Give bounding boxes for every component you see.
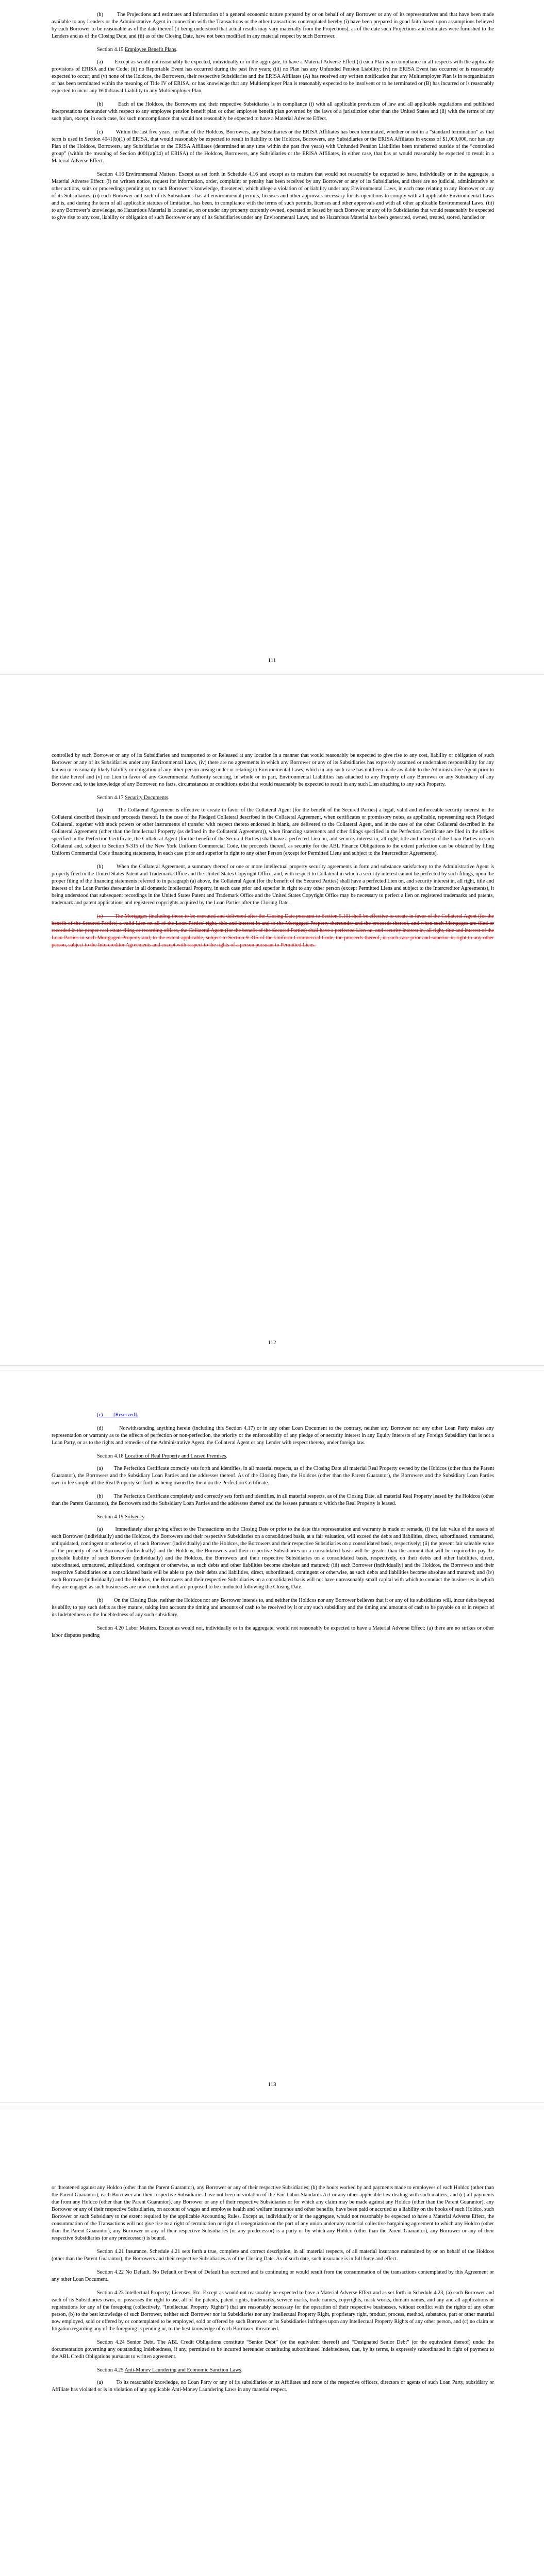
document-page [0, 2107, 544, 2576]
section-punct: . [176, 47, 178, 53]
body-paragraph: Section 4.16 Environmental Matters. Except as set forth in Schedule 4.16 and except as to matters that would not reasonably be expected to have, individually or in the aggregate, a Material Adverse Effect: (i) no written notice, request for information, order, complaint or penalty has been received by any Borrower or any of its Subsidiaries, and there are no judicial, administrative or other actions, suits or proceedings pending or, to such Borrower’s knowledge, threatened, which allege a violation of or liability under any Environmental Laws, in each case relating to any Borrower or any of its Subsidiaries, (ii) each Borrower and each of its Subsidiaries has all environmental permits, licenses and other approvals necessary for its operations to comply with all applicable Environmental Laws and is, and during the term of all applicable statutes of limitation, has been, in compliance with the terms of such permits, licenses and other approvals and with all other applicable Environmental Laws, (iii) to any Borrower’s knowledge, no Hazardous Material is located at, on or under any property currently owned, operated or leased by such Borrower or any of its Subsidiaries that would reasonably be expected to give rise to any cost, liability or obligation of such Borrower or any of its Subsidiaries under any Environmental Laws, and no Hazardous Material has been generated, owned, treated, stored, handled or [52, 172, 494, 221]
body-paragraph: (a) The Collateral Agreement is effective to create in favor of the Collateral Agent (for the benefit of the Secured Parties) a legal, valid and enforceable security interest in the Collateral described therein and proceeds thereof. In the case of the Pledged Collateral described in the Collateral Agreement, when certificates or promissory notes, as applicable, representing such Pledged Collateral, together with stock powers or other instruments of transfer with respect thereto endorsed in blank, are delivered to the Collateral Agent, and in the case of the other Collateral described in the Collateral Agreement (other than the Intellectual Property (as defined in the Collateral Agreement)), when financing statements and other filings specified in the Perfection Certificate are filed in the offices specified in the Perfection Certificate, the Collateral Agent (for the benefit of the Secured Parties) shall have a perfected Lien on, and security interest in, all right, title and interest of the Loan Parties in such Collateral and, subject to Section 9-315 of the New York Uniform Commercial Code, the proceeds thereof, as security for the ABL Finance Obligations to the extent perfection can be obtained by filing Uniform Commercial Code financing statements, in each case prior and superior in right to any other Person (except for Permitted Liens and subject to the Intercreditor Agreements). [52, 807, 494, 856]
page-body [52, 2184, 494, 2400]
deleted-paragraph: (c) The Mortgages (including those to be executed and delivered after the Closing Date pursuant to Section 5.10) shall be effective to create in favor of the Collateral Agent (for the benefit of the Secured Parties) a valid Lien on all of the Loan Parties’ right, title and interest in and to the Mortgaged Property thereunder and the proceeds thereof, and when such Mortgages are filed or recorded in the proper real estate filing or recording offices, the Collateral Agent (for the benefit of the Secured Parties) shall have a perfected Lien on, and security interest in, all right, title and interest of the Loan Parties in such Mortgaged Property and, to the extent applicable, subject to Section 9-315 of the Uniform Commercial Code, the proceeds thereof, in each case prior and superior in right to any other person, subject to the Intercreditor Agreements and except with respect to the rights of a person pursuant to Permitted Liens. [52, 913, 494, 948]
section-number: Section 4.17 [97, 795, 125, 801]
body-paragraph: Section 4.22 No Default. No Default or Event of Default has occurred and is continuing or would result from the consummation of the transactions contemplated by this Agreement or any other Loan Document. [52, 2269, 494, 2282]
page-number: 113 [268, 2081, 276, 2088]
section-punct: . [241, 2367, 243, 2373]
body-paragraph: (c) Within the last five years, no Plan of the Holdcos, Borrowers, any Subsidiaries or the ERISA Affiliates has been terminated, whether or not in a “standard termination” as that term is used in Section 4041(b)(1) of ERISA, that would reasonably be expected to result in liability to the Holdcos, Borrowers, any Subsidiaries or the ERISA Affiliates in excess of $1,000,000, nor has any Plan of the Holdcos, Borrowers, any Subsidiaries or the ERISA Affiliates (determined at any time within the past five years) with Unfunded Pension Liabilities been transferred outside of the “controlled group” (within the meaning of Section 4001(a)(14) of ERISA) of the Holdcos, Borrowers, any Subsidiaries or the ERISA Affiliates, in either case, that has or would reasonably be expected to result in a Material Adverse Effect. [52, 129, 494, 164]
section-heading [52, 2367, 494, 2374]
body-paragraph: (b) The Perfection Certificate completely and correctly sets forth and identifies, in all material respects, as of the Closing Date, all material Real Property leased by the Holdcos (other than the Parent Guarantor), the Borrowers and the Subsidiary Loan Parties and the addresses thereof and the lessees pursuant to which the Real Property is leased. [52, 1494, 494, 1506]
section-heading [52, 1514, 494, 1521]
document-page [0, 675, 544, 1365]
page-body [52, 11, 494, 228]
inserted-paragraph: (c) [Reserved]. [97, 1412, 138, 1418]
body-paragraph: (a) Immediately after giving effect to the Transactions on the Closing Date or prior to the date this representation and warranty is made or remade, (i) the fair value of the assets of each Borrower (individually) and the Holdcos, the Borrowers and their respective Subsidiaries on a consolidated basis, at a fair valuation, will exceed the debts and liabilities, direct, subordinated, unmatured, unliquidated, contingent or otherwise, of such Borrower (individually) and the Holdcos, the Borrowers and their respective Subsidiaries on a consolidated basis, respectively; (ii) the present fair saleable value of the property of each Borrower (individually) and the Holdcos, the Borrowers and their respective Subsidiaries on a consolidated basis will be greater than the amount that will be required to pay the probable liability of such Borrower (individually) and the Holdcos, the Borrowers and their respective Subsidiaries on a consolidated basis, respectively, on their debts and other liabilities, direct, subordinated, unmatured, unliquidated, contingent or otherwise, as such debts and other liabilities become absolute and matured; (iii) each Borrower (individually) and the Holdcos, the Borrowers and their respective Subsidiaries on a consolidated basis will be able to pay their debts and liabilities, direct, subordinated, contingent or otherwise, as such debts and liabilities become absolute and matured; and (iv) each Borrower (individually) and the Holdcos, the Borrowers and their respective Subsidiaries on a consolidated basis will not have unreasonably small capital with which to conduct the businesses in which they are engaged as such businesses are now conducted and are proposed to be conducted following the Closing Date. [52, 1527, 494, 1590]
page-body [52, 752, 494, 955]
section-title: Location of Real Property and Leased Premises [125, 1453, 226, 1459]
document-page [0, 0, 544, 670]
body-paragraph: Section 4.24 Senior Debt. The ABL Credit Obligations constitute “Senior Debt” (or the equivalent thereof) and “Designated Senior Debt” (or the equivalent thereof) under the documentation governing any outstanding Indebtedness, if any, permitted to be incurred hereunder constituting subordinated Indebtedness, that, by its terms, is expressly subordinated in right of payment to the ABL Credit Obligations pursuant to written agreement. [52, 2340, 494, 2360]
body-paragraph: (d) Notwithstanding anything herein (including this Section 4.17) or in any other Loan Document to the contrary, neither any Borrower nor any other Loan Party makes any representation or warranty as to the effects of perfection or non-perfection, the priority or the enforceability of any pledge of or security interest in any Equity Interests of any Foreign Subsidiary that is not a Loan Party, or as to the rights and remedies of the Administrative Agent, the Collateral Agent or any Lender with respect thereto, under foreign law. [52, 1426, 494, 1446]
body-paragraph: (b) Each of the Holdcos, the Borrowers and their respective Subsidiaries is in compliance (i) with all applicable provisions of law and all applicable regulations and published interpretations thereunder with respect to any employee pension benefit plan or other employee benefit plan governed by the laws of a jurisdiction other than the United States and (ii) with the terms of any such plan, except, in each case, for such noncompliance that would not reasonably be expected to have a Material Adverse Effect. [52, 101, 494, 122]
section-number: Section 4.25 [97, 2367, 125, 2373]
body-paragraph: (b) When the Collateral Agreement, a summary thereof or one or more intellectual property security agreements in form and substance satisfactory to the Administrative Agent is properly filed in the United States Patent and Trademark Office and the United States Copyright Office, and, with respect to Collateral in which a security interest cannot be perfected by such filings, upon the proper filing of the financing statements referred to in paragraph (a) above, the Collateral Agent (for the benefit of the Secured Parties) shall have a perfected Lien on, and security interest in, all right, title and interest of the Loan Parties thereunder in all domestic Intellectual Property, in each case prior and superior in right to any other person (except Permitted Liens and subject to the Intercreditor Agreements), it being understood that subsequent recordings in the United States Patent and Trademark Office and the United States Copyright Office may be necessary to perfect a lien on registered trademarks and patents, trademark and patent applications and registered copyrights acquired by the Loan Parties after the Closing Date. [52, 864, 494, 906]
section-heading [52, 794, 494, 802]
section-title: Solvency [125, 1514, 144, 1520]
body-paragraph: (a) To its reasonable knowledge, no Loan Party or any of its subsidiaries or its Affiliates and none of the respective officers, directors or agents of such Loan Party, subsidiary or Affiliate has violated or is in violation of any applicable Anti-Money Laundering Laws in any material respect. [52, 2380, 494, 2393]
continued-paragraph: or threatened against any Holdco (other than the Parent Guarantor), any Borrower or any of their respective Subsidiaries; (b) the hours worked by and payments made to employees of each Holdco (other than the Parent Guarantor), each Borrower and their respective Subsidiaries have not been in violation of the Fair Labor Standards Act or any other applicable law dealing with such matters; and (c) all payments due from any Holdco (other than the Parent Guarantor), any Borrower or any of their respective Subsidiaries or for which any claim may be made against any Holdco (other than the Parent Guarantor), any Borrower or any of their respective Subsidiaries, on account of wages and employee health and welfare insurance and other benefits, have been paid or accrued as a liability on the books of such Holdco, such Borrower or such Subsidiary to the extent required by the applicable Accounting Rules. Except as, individually or in the aggregate, would not reasonably be expected to have a Material Adverse Effect, the consummation of the Transactions will not give rise to a right of termination or right of renegotiation on the part of any union under any material collective bargaining agreement to which any Holdco (other than the Parent Guarantor), any Borrower or any of their respective Subsidiaries (or any predecessor) is a party or by which any Holdco (other than the Parent Guarantor), any Borrower or any of their respective Subsidiaries (or any predecessor) is bound. [52, 2185, 494, 2241]
section-number: Section 4.19 [97, 1514, 125, 1520]
body-paragraph: Section 4.23 Intellectual Property; Licenses, Etc. Except as would not reasonably be expected to have a Material Adverse Effect and as set forth in Schedule 4.23, (a) each Borrower and each of its Subsidiaries owns, or possesses the right to use, all of the patents, patent rights, trademarks, service marks, trade names, copyrights, mask works, domain names, and any and all applications or registrations for any of the foregoing (collectively, “Intellectual Property Rights”) that are reasonably necessary for the operation of their respective businesses, without conflict with the rights of any other person, (b) to the best knowledge of such Borrower, neither such Borrower nor its Subsidiaries nor any Intellectual Property Right, proprietary right, product, process, method, substance, part or other material now employed, sold or offered by or contemplated to be employed, sold or offered by such Borrower or its Subsidiaries infringes upon any Intellectual Property Rights of any other person, and (c) no claim or litigation regarding any of the foregoing is pending or, to the best knowledge of each Borrower, threatened. [52, 2290, 494, 2332]
section-title: Security Documents [125, 795, 168, 801]
page-separator [0, 2102, 544, 2107]
section-number: Section 4.15 [97, 47, 125, 53]
body-paragraph: Section 4.21 Insurance. Schedule 4.21 sets forth a true, complete and correct description, in all material respects, of all material insurance maintained by or on behalf of the Holdcos (other than the Parent Guarantor), the Borrowers and their respective Subsidiaries as of the Closing Date. As of such date, such insurance is in full force and effect. [52, 2249, 494, 2262]
body-paragraph: (b) On the Closing Date, neither the Holdcos nor any Borrower intends to, and neither the Holdcos nor any Borrower believes that it or any of its subsidiaries will, incur debts beyond its ability to pay such debts as they mature, taking into account the timing and amounts of cash to be received by it or any such subsidiary and the timing and amounts of cash to be payable on or in respect of its Indebtedness or the Indebtedness of any such subsidiary. [52, 1598, 494, 1618]
section-punct: . [168, 795, 170, 801]
section-number: Section 4.18 [97, 1453, 125, 1459]
section-heading [52, 1453, 494, 1460]
section-punct: . [226, 1453, 227, 1459]
page-number: 112 [268, 1340, 276, 1346]
page-number: 111 [268, 657, 276, 664]
page-separator [0, 670, 544, 675]
section-punct: . [144, 1514, 146, 1520]
section-title: Employee Benefit Plans [125, 47, 176, 53]
body-paragraph: (a) The Perfection Certificate correctly sets forth and identifies, in all material respects, as of the Closing Date all material Real Property owned by the Holdcos (other than the Parent Guarantor), the Borrowers and the Subsidiary Loan Parties and the addresses thereof. As of the Closing Date, the Holdcos (other than the Parent Guarantor), the Borrowers and the Subsidiary Loan Parties own in fee simple all the Real Property set forth as being owned by them on the Perfection Certificate. [52, 1466, 494, 1486]
body-paragraph: Section 4.20 Labor Matters. Except as would not, individually or in the aggregate, would not reasonably be expected to have a Material Adverse Effect: (a) there are no strikes or other labor disputes pending [52, 1625, 494, 1638]
body-paragraph: (a) Except as would not reasonably be expected, individually or in the aggregate, to have a Material Adverse Effect:(i) each Plan is in compliance in all respects with the applicable provisions of ERISA and the Code; (ii) no Reportable Event has occurred during the past five years; (iii) no Plan has any Unfunded Pension Liability; (iv) no ERISA Event has occurred or is reasonably expected to occur; and (v) none of the Holdcos, the Borrowers, their respective Subsidiaries and the ERISA Affiliates (A) has received any written notification that any Multiemployer Plan is in reorganization or has been terminated within the meaning of Title IV of ERISA, or has knowledge that any Multiemployer Plan is reasonably expected to be insolvent or to be terminated or (B) has incurred or is reasonably expected to incur any Withdrawal Liability to any Multiemployer Plan. [52, 59, 494, 94]
page-body [52, 1412, 494, 1646]
section-heading [52, 46, 494, 54]
page-separator [0, 1365, 544, 1370]
section-title: Anti-Money Laundering and Economic Sanction Laws [124, 2367, 241, 2373]
body-paragraph: (b) The Projections and estimates and information of a general economic nature prepared by or on behalf of any Borrower or any of its representatives and that have been made available to any Lenders or the Administrative Agent in connection with the Transactions or the other transactions contemplated hereby (i) have been prepared in good faith based upon assumptions believed by each Borrower to be reasonable as of the date thereof (it being understood that actual results may vary materially from the Projections), as of the date such Projections and estimates were furnished to the Lenders and as of the Closing Date, and (ii) as of the Closing Date, have not been modified in any material respect by such Borrower. [52, 12, 494, 39]
continued-paragraph: controlled by such Borrower or any of its Subsidiaries and transported to or Released at any location in a manner that would reasonably be expected to give rise to any cost, liability or obligation of such Borrower or any of its Subsidiaries under any Environmental Laws, (iv) there are no agreements in which any Borrower or any of its Subsidiaries has expressly assumed or undertaken responsibility for any known or reasonably likely liability or obligation of any other person arising under or relating to Environmental Laws, which in any such case has not been made available to the Administrative Agent prior to the date hereof and (v) no Lien in favor of any Governmental Authority securing, in whole or in part, Environmental Liabilities has attached to any Property of any Borrower or any Subsidiary of any Borrower and, to the knowledge of any Borrower, no facts, circumstances or conditions exist that would reasonably be expected to result in any such Lien attaching to any such Property. [52, 753, 494, 787]
document-page [0, 1370, 544, 2102]
